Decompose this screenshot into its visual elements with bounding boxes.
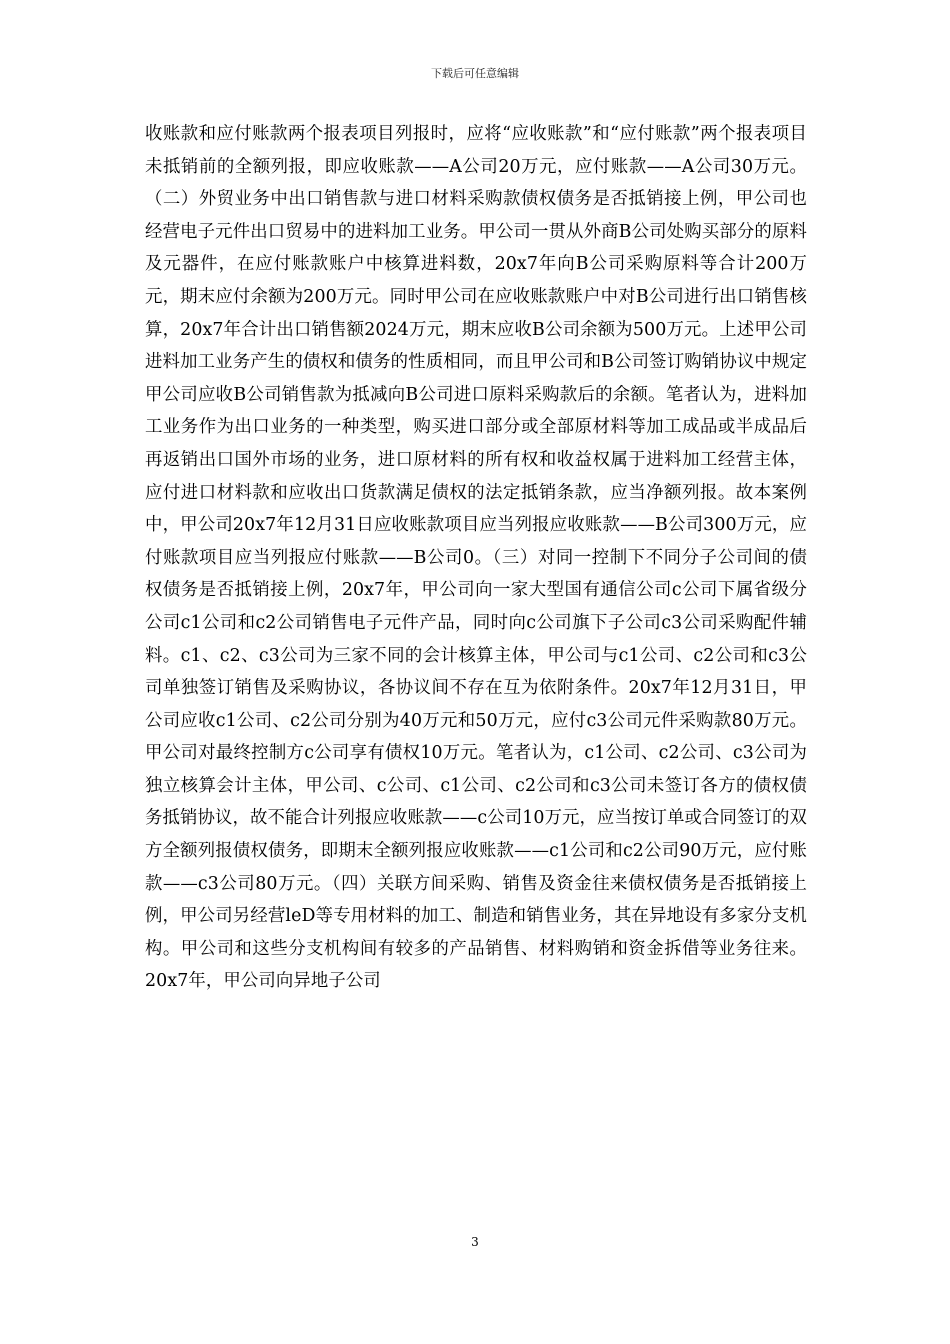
page-number: 3: [471, 1235, 479, 1249]
page-header: 下载后可任意编辑: [431, 67, 519, 80]
body-paragraph: 收账款和应付账款两个报表项目列报时，应将“应收账款”和“应付账款”两个报表项目未抵销前的全额列报，即应收账款——A公司20万元，应付账款——A公司30万元。（二）外贸业务中出口销售款与进口材料采购款债权债务是否抵销接上例，甲公司也经营电子元件出口贸易中的进料加工业务。甲公司一贯从外商B公司处购买部分的原料及元器件，在应付账款账户中核算进料数，20x7年向B公司采购原料等合计200万元，期末应付余额为200万元。同时甲公司在应收账款账户中对B公司进行出口销售核算，20x7年合计出口销售额2024万元，期末应收B公司余额为500万元。上述甲公司进料加工业务产生的债权和债务的性质相同，而且甲公司和B公司签订购销协议中规定甲公司应收B公司销售款为抵减向B公司进口原料采购款后的余额。笔者认为，进料加工业务作为出口业务的一种类型，购买进口部分或全部原材料等加工成品或半成品后再返销出口国外市场的业务，进口原材料的所有权和收益权属于进料加工经营主体，应付进口材料款和应收出口货款满足债权的法定抵销条款，应当净额列报。故本案例中，甲公司20x7年12月31日应收账款项目应当列报应收账款——B公司300万元，应付账款项目应当列报应付账款——B公司0。（三）对同一控制下不同分子公司间的债权债务是否抵销接上例，20x7年，甲公司向一家大型国有通信公司c公司下属省级分公司c1公司和c2公司销售电子元件产品，同时向c公司旗下子公司c3公司采购配件辅料。c1、c2、c3公司为三家不同的会计核算主体，甲公司与c1公司、c2公司和c3公司单独签订销售及采购协议，各协议间不存在互为依附条件。20x7年12月31日，甲公司应收c1公司、c2公司分别为40万元和50万元，应付c3公司元件采购款80万元。甲公司对最终控制方c公司享有债权10万元。笔者认为，c1公司、c2公司、c3公司为独立核算会计主体，甲公司、c公司、c1公司、c2公司和c3公司未签订各方的债权债务抵销协议，故不能合计列报应收账款——c公司10万元，应当按订单或合同签订的双方全额列报债权债务，即期末全额列报应收账款——c1公司和c2公司90万元，应付账款——c3公司80万元。（四）关联方间采购、销售及资金往来债权债务是否抵销接上例，甲公司另经营leD等专用材料的加工、制造和销售业务，其在异地设有多家分支机构。甲公司和这些分支机构间有较多的产品销售、材料购销和资金拆借等业务往来。20x7年，甲公司向异地子公司: [145, 124, 807, 992]
